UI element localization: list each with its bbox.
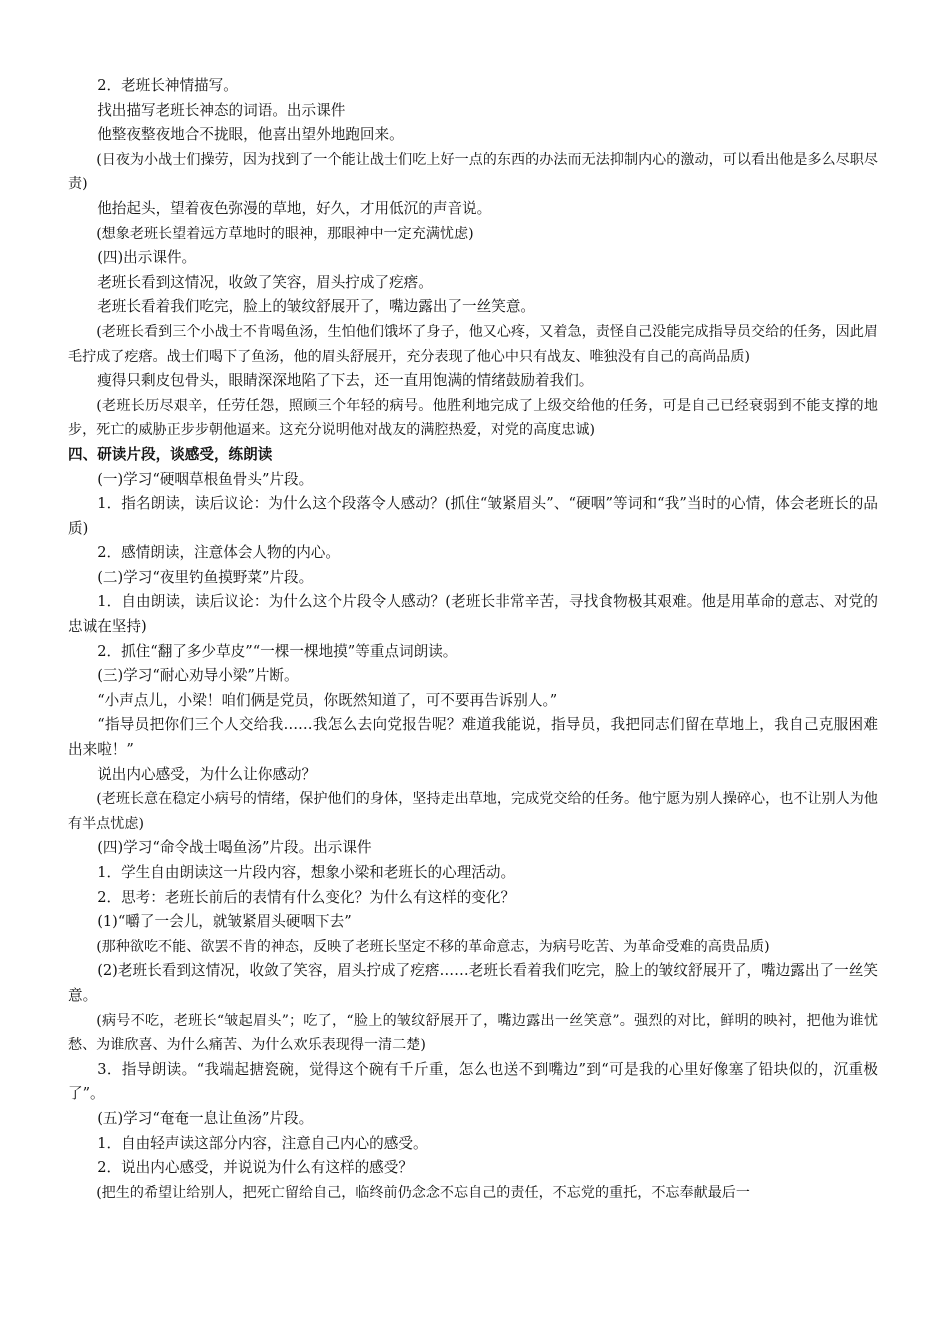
annotation-paragraph: (想象老班长望着远方草地时的眼神，那眼神中一定充满忧虑) [96,225,474,242]
section-heading: 四、研读片段，谈感受，练朗读 [68,445,273,463]
body-paragraph: 找出描写老班长神态的词语。出示课件 [97,101,346,119]
body-paragraph: 2．说出内心感受，并说说为什么有这样的感受？ [97,1159,413,1177]
body-paragraph: “指导员把你们三个人交给我……我怎么去向党报告呢？难道我能说，指导员，我把同志们留在草地上，我自己克服困难出来啦！” [68,716,878,759]
annotation-paragraph: (把生的希望让给别人，把死亡留给自己，临终前仍念念不忘自己的责任，不忘党的重托，不忘奉献最后一 [96,1184,750,1201]
body-paragraph: 2．感情朗读，注意体会人物的内心。 [97,544,340,562]
body-paragraph: 2．老班长神情描写。 [97,77,238,94]
body-paragraph: (四)出示课件。 [97,249,197,267]
body-paragraph: 瘦得只剩皮包骨头，眼睛深深地陷了下去，还一直用饱满的情绪鼓励着我们。 [97,372,594,390]
body-paragraph: “小声点儿，小梁！咱们俩是党员，你既然知道了，可不要再告诉别人。” [97,691,558,709]
body-paragraph: 1．自由朗读，读后议论：为什么这个片段令人感动？(老班长非常辛苦，寻找食物极其艰难。他是用革命的意志、对党的忠诚在坚持) [68,593,878,636]
body-paragraph: 2．思考：老班长前后的表情有什么变化？为什么有这样的变化？ [97,888,516,906]
body-paragraph: (四)学习“命令战士喝鱼汤”片段。出示课件 [97,839,372,857]
body-paragraph: 他整夜整夜地合不拢眼，他喜出望外地跑回来。 [97,126,404,144]
body-paragraph: 2．抓住“翻了多少草皮”“一棵一棵地摸”等重点词朗读。 [97,642,458,660]
annotation-paragraph: (病号不吃，老班长“皱起眉头”；吃了，“脸上的皱纹舒展开了，嘴边露出一丝笑意”。强烈的对比，鲜明的映衬，把他为谁忧愁、为谁欣喜、为什么痛苦、为什么欢乐表现得一清二楚) [68,1012,878,1054]
body-paragraph: (三)学习“耐心劝导小梁”片断。 [97,667,299,685]
body-paragraph: (二)学习“夜里钓鱼摸野菜”片段。 [97,568,314,586]
body-paragraph: 1．指名朗读，读后议论：为什么这个段落令人感动？(抓住“皱紧眉头”、“硬咽”等词和“我”当时的心情，体会老班长的品质) [68,495,878,537]
body-paragraph: 3．指导朗读。“我端起搪瓷碗，觉得这个碗有千斤重，怎么也送不到嘴边”到“可是我的心里好像塞了铅块似的，沉重极了”。 [68,1060,878,1103]
body-paragraph: 老班长看到这情况，收敛了笑容，眉头拧成了疙瘩。 [97,273,433,291]
body-paragraph: 1．自由轻声读这部分内容，注意自己内心的感受。 [97,1134,428,1152]
body-paragraph: (五)学习“奄奄一息让鱼汤”片段。 [97,1109,314,1127]
body-paragraph: (一)学习“硬咽草根鱼骨头”片段。 [97,470,314,488]
annotation-paragraph: (日夜为小战士们操劳，因为找到了一个能让战士们吃上好一点的东西的办法而无法抑制内心的激动，可以看出他是多么尽职尽责) [68,151,878,193]
annotation-paragraph: (那种欲吃不能、欲罢不肯的神态，反映了老班长坚定不移的革命意志，为病号吃苦、为革命受难的高贵品质) [96,938,770,955]
body-paragraph: 说出内心感受，为什么让你感动？ [97,765,317,783]
body-paragraph: (1)“嚼了一会儿，就皱紧眉头硬咽下去” [97,913,352,931]
annotation-paragraph: (老班长意在稳定小病号的情绪，保护他们的身体，坚持走出草地，完成党交给的任务。他宁愿为别人操碎心，也不让别人为他有半点忧虑) [68,791,878,832]
body-paragraph: 他抬起头，望着夜色弥漫的草地，好久，才用低沉的声音说。 [97,199,492,217]
annotation-paragraph: (老班长历尽艰辛，任劳任怨，照顾三个年轻的病号。他胜利地完成了上级交给他的任务，可是自己已经衰弱到不能支撑的地步，死亡的威胁正步步朝他逼来。这充分说明他对战友的满腔热爱，对党的高度忠诚) [68,397,878,439]
body-paragraph: 老班长看着我们吃完，脸上的皱纹舒展开了，嘴边露出了一丝笑意。 [97,298,536,316]
body-paragraph: 1．学生自由朗读这一片段内容，想象小梁和老班长的心理活动。 [97,864,516,881]
body-paragraph: (2)老班长看到这情况，收敛了笑容，眉头拧成了疙瘩……老班长看着我们吃完，脸上的皱纹舒展开了，嘴边露出了一丝笑意。 [68,962,878,1004]
annotation-paragraph: (老班长看到三个小战士不肯喝鱼汤，生怕他们饿坏了身子，他又心疼，又着急，责怪自己没能完成指导员交给的任务，因此眉毛拧成了疙瘩。战士们喝下了鱼汤，他的眉头舒展开，充分表现了他心中只有战友、唯独没有自己的高尚品质) [68,323,878,365]
